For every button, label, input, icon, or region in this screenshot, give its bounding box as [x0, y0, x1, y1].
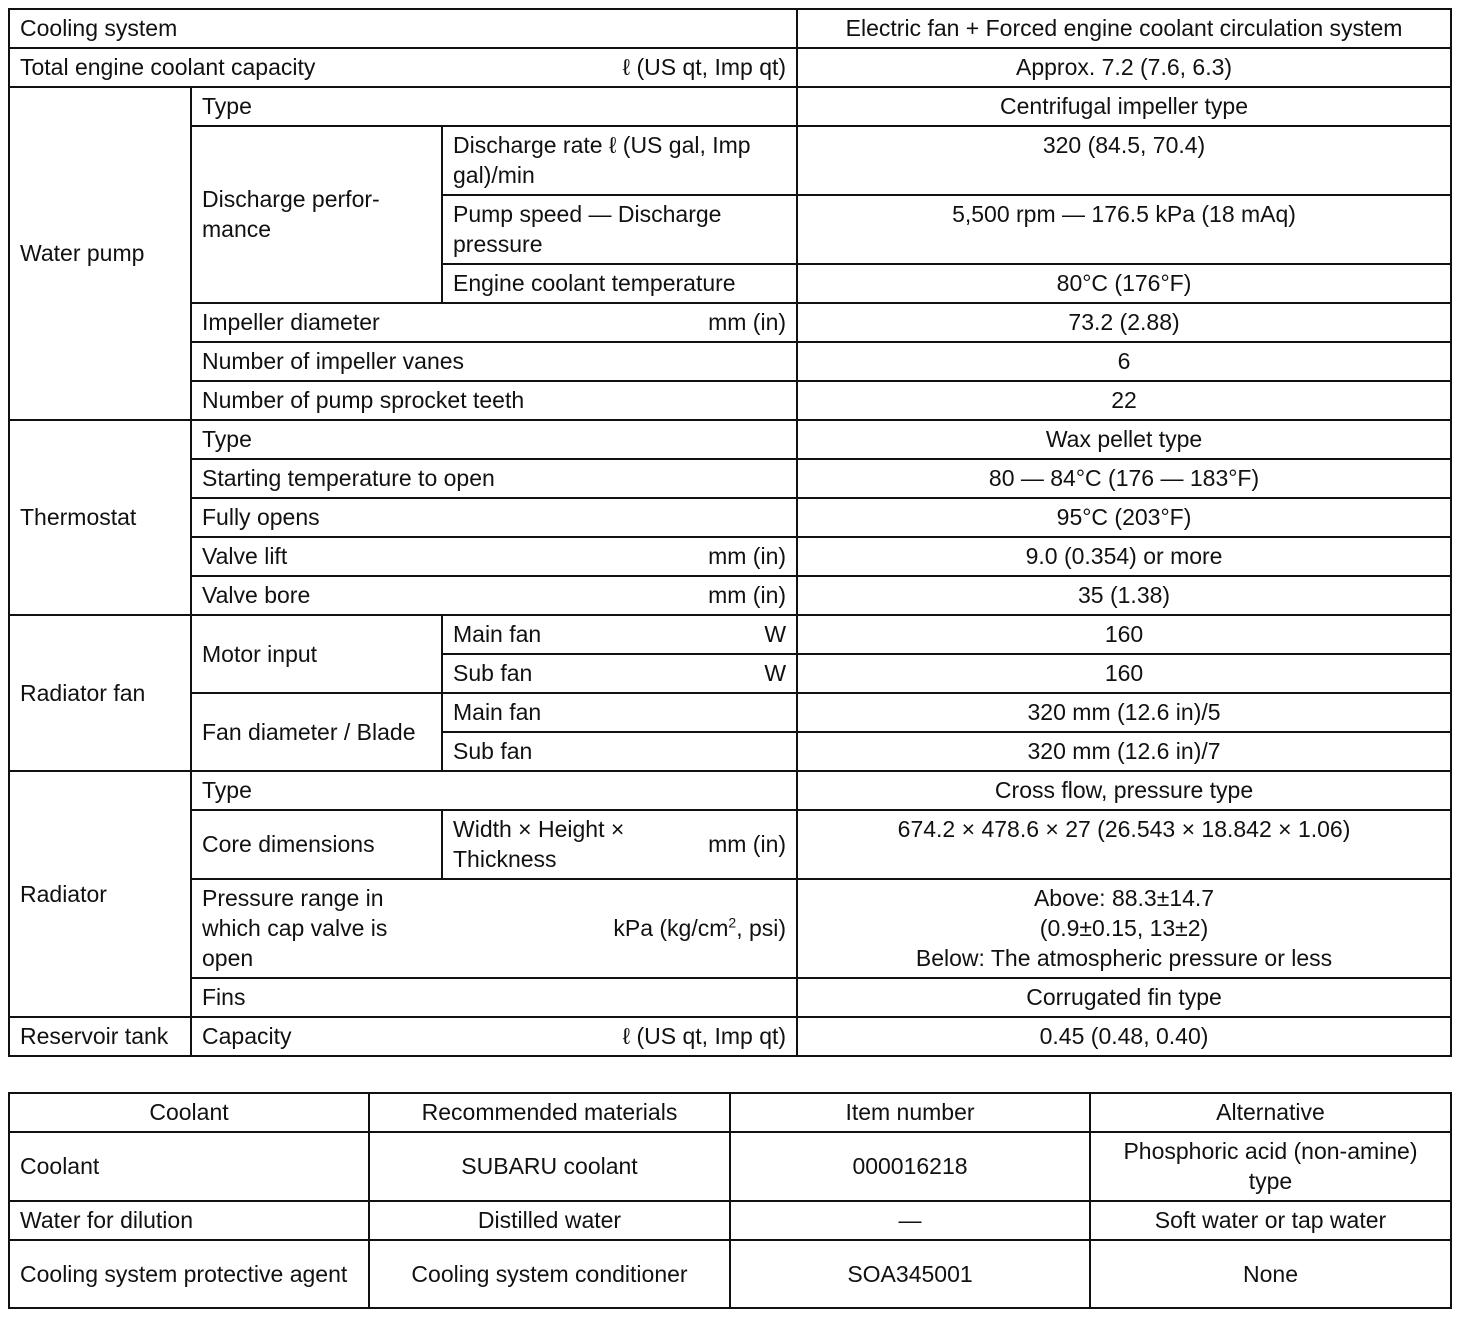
pressure-range-label: Pressure range in which cap valve is open: [202, 885, 388, 971]
impeller-diameter-value: 73.2 (2.88): [797, 303, 1451, 342]
sprocket-value: 22: [797, 381, 1451, 420]
table-cell: Cooling system conditioner: [369, 1240, 730, 1308]
column-header: Item number: [730, 1093, 1090, 1132]
cooling-spec-table: [8, 8, 1452, 1057]
valve-bore-label: Valve bore: [202, 582, 311, 608]
core-dimensions-value: 674.2 × 478.6 × 27 (26.543 × 18.842 × 1.06): [797, 810, 1451, 879]
valve-lift-unit: mm (in): [708, 543, 787, 569]
cooling-system-value: Electric fan + Forced engine coolant circulation system: [797, 9, 1451, 48]
table-row: [9, 498, 1451, 537]
table-cell: 000016218: [730, 1132, 1090, 1201]
table-row: [9, 420, 1451, 459]
fan-sub-value: 320 mm (12.6 in)/7: [797, 732, 1451, 771]
total-capacity-value: Approx. 7.2 (7.6, 6.3): [797, 48, 1451, 87]
motor-input-label: Motor input: [191, 615, 442, 693]
table-row: [9, 459, 1451, 498]
valve-bore-cell: [191, 576, 797, 615]
fan-main-label: Main fan: [442, 693, 797, 732]
coolant-temp-value: 80°C (176°F): [797, 264, 1451, 303]
fully-opens-label: Fully opens: [191, 498, 797, 537]
pressure-range-cell: [191, 879, 797, 978]
table-row: [9, 342, 1451, 381]
motor-main-cell: [442, 615, 797, 654]
discharge-pressure-label: Pump speed — Discharge pressure: [442, 195, 797, 264]
table-row: [9, 537, 1451, 576]
table-row: [9, 303, 1451, 342]
fan-diameter-label: Fan diameter / Blade: [191, 693, 442, 771]
impeller-diameter-unit: mm (in): [708, 309, 787, 335]
water-pump-type-value: Centrifugal impeller type: [797, 87, 1451, 126]
thermostat-type-value: Wax pellet type: [797, 420, 1451, 459]
reservoir-label: Reservoir tank: [9, 1017, 191, 1056]
table-cell: Soft water or tap water: [1090, 1201, 1451, 1240]
radiator-type-value: Cross flow, pressure type: [797, 771, 1451, 810]
fins-value: Corrugated fin type: [797, 978, 1451, 1017]
table-cell: None: [1090, 1240, 1451, 1308]
table-cell: SOA345001: [730, 1240, 1090, 1308]
fully-opens-value: 95°C (203°F): [797, 498, 1451, 537]
table-row: [9, 1132, 1451, 1201]
reservoir-capacity-value: 0.45 (0.48, 0.40): [797, 1017, 1451, 1056]
table-row: [9, 879, 1451, 978]
valve-bore-unit: mm (in): [708, 582, 787, 608]
motor-main-label: Main fan: [453, 621, 542, 647]
table-cell: Coolant: [9, 1132, 369, 1201]
table-cell: Cooling system protective agent: [9, 1240, 369, 1308]
valve-bore-value: 35 (1.38): [797, 576, 1451, 615]
water-pump-label: Water pump: [9, 87, 191, 420]
cooling-system-label: Cooling system: [9, 9, 797, 48]
table-row: [9, 381, 1451, 420]
pressure-value-line: (0.9±0.15, 13±2): [1039, 915, 1209, 941]
pressure-range-value: [797, 879, 1451, 978]
fan-main-value: 320 mm (12.6 in)/5: [797, 693, 1451, 732]
column-header: Alternative: [1090, 1093, 1451, 1132]
discharge-rate-value: 320 (84.5, 70.4): [797, 126, 1451, 195]
table-row: [9, 1201, 1451, 1240]
radiator-type-label: Type: [191, 771, 797, 810]
core-sub-cell: [442, 810, 797, 879]
table-row: [9, 87, 1451, 126]
motor-main-value: 160: [797, 615, 1451, 654]
motor-sub-value: 160: [797, 654, 1451, 693]
thermostat-label: Thermostat: [9, 420, 191, 615]
table-row: [9, 1240, 1451, 1308]
total-capacity-label: Total engine coolant capacity: [20, 54, 316, 80]
table-cell: Distilled water: [369, 1201, 730, 1240]
impeller-diameter-cell: [191, 303, 797, 342]
valve-lift-cell: [191, 537, 797, 576]
pressure-value-line: Below: The atmospheric pressure or less: [915, 945, 1333, 971]
radiator-label: Radiator: [9, 771, 191, 1017]
discharge-pressure-value: 5,500 rpm — 176.5 kPa (18 mAq): [797, 195, 1451, 264]
core-dimensions-label: Core dimensions: [191, 810, 442, 879]
total-capacity-cell: [9, 48, 797, 87]
water-pump-type-label: Type: [191, 87, 797, 126]
impeller-diameter-label: Impeller diameter: [202, 309, 380, 335]
reservoir-capacity-cell: [191, 1017, 797, 1056]
column-header: Coolant: [9, 1093, 369, 1132]
table-row: [9, 576, 1451, 615]
radiator-fan-label: Radiator fan: [9, 615, 191, 771]
discharge-rate-label: Discharge rate ℓ (US gal, Imp gal)/min: [442, 126, 797, 195]
discharge-performance-label: Discharge perfor- mance: [191, 126, 442, 303]
table-row: [9, 9, 1451, 48]
table-row: [9, 810, 1451, 879]
core-sub-label: Width × Height × Thickness: [453, 816, 625, 872]
valve-lift-value: 9.0 (0.354) or more: [797, 537, 1451, 576]
vanes-label: Number of impeller vanes: [191, 342, 797, 381]
table-cell: SUBARU coolant: [369, 1132, 730, 1201]
fan-sub-label: Sub fan: [442, 732, 797, 771]
coolant-temp-label: Engine coolant temperature: [442, 264, 797, 303]
column-header: Recommended materials: [369, 1093, 730, 1132]
table-cell: Water for dilution: [9, 1201, 369, 1240]
table-header-row: [9, 1093, 1451, 1132]
table-row: [9, 615, 1451, 654]
start-temp-label: Starting temperature to open: [191, 459, 797, 498]
motor-sub-cell: [442, 654, 797, 693]
reservoir-capacity-label: Capacity: [202, 1023, 292, 1049]
motor-sub-label: Sub fan: [453, 660, 533, 686]
materials-table: [8, 1092, 1452, 1309]
table-row: [9, 978, 1451, 1017]
core-unit: mm (in): [708, 831, 787, 857]
table-row: [9, 126, 1451, 195]
motor-sub-unit: W: [764, 660, 787, 686]
motor-main-unit: W: [764, 621, 787, 647]
total-capacity-unit: ℓ (US qt, Imp qt): [622, 54, 787, 80]
start-temp-value: 80 — 84°C (176 — 183°F): [797, 459, 1451, 498]
pressure-range-unit: kPa ($kg/cm^2$, psi): [613, 914, 787, 941]
table-cell: —: [730, 1201, 1090, 1240]
pressure-value-line: Above: 88.3±14.7: [1033, 885, 1215, 911]
table-row: [9, 771, 1451, 810]
valve-lift-label: Valve lift: [202, 543, 288, 569]
table-row: [9, 48, 1451, 87]
table-cell: Phosphoric acid (non-amine) type: [1090, 1132, 1451, 1201]
vanes-value: 6: [797, 342, 1451, 381]
reservoir-capacity-unit: ℓ (US qt, Imp qt): [622, 1023, 787, 1049]
fins-label: Fins: [191, 978, 797, 1017]
table-row: [9, 693, 1451, 732]
sprocket-label: Number of pump sprocket teeth: [191, 381, 797, 420]
thermostat-type-label: Type: [191, 420, 797, 459]
table-row: [9, 1017, 1451, 1056]
